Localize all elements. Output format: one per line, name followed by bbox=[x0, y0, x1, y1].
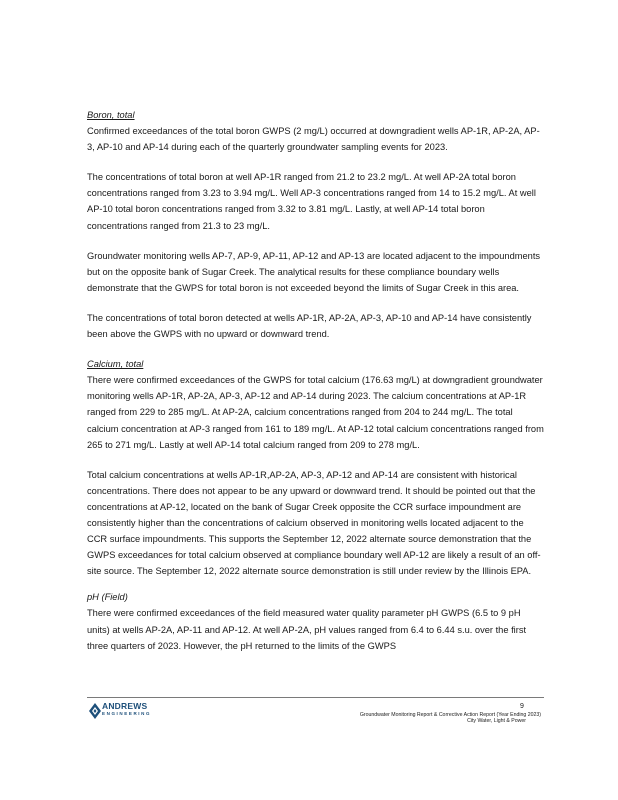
boron-paragraph-2: The concentrations of total boron at well AP-1R ranged from 21.2 to 23.2 mg/L. At well AP-2A total boron concentrations ranged from 3.23 to 3.94 mg/L. Well AP-3 concentrations ranged from 14 to 15.2 mg/L. At well AP-10 total boron concentrations ranged from 3.32 to 3.81 mg/L. Lastly, at well AP-14 total boron concentrations ranged from 21.3 to 23 mg/L. bbox=[87, 172, 536, 231]
footer-client-name: City Water, Light & Power bbox=[467, 718, 526, 724]
calcium-paragraph-1: There were confirmed exceedances of the GWPS for total calcium (176.63 mg/L) at downgradient groundwater monitoring wells AP-1R, AP-2A, AP-3, AP-12 and AP-14 during 2023. The calcium concentrations at AP-1R ranged from 229 to 285 mg/L. At AP-2A, calcium concentrations ranged from 204 to 244 mg/L. The total calcium concentration at AP-3 ranged from 161 to 189 mg/L. At AP-12 total calcium concentrations ranged from 265 to 271 mg/L. Lastly at well AP-14 total calcium ranged from 209 to 278 mg/L. bbox=[87, 375, 544, 450]
calcium-paragraph-2: Total calcium concentrations at wells AP-1R,AP-2A, AP-3, AP-12 and AP-14 are consistent with historical concentrations. There does not appear to be any upward or downward trend. It should be pointed out that the concentrations at AP-12, located on the bank of Sugar Creek opposite the CCR surface impoundment are consistently higher than the concentrations of calcium observed in monitoring wells located adjacent to the CCR surface impoundments. This supports the September 12, 2022 alternate source demonstration that the GWPS exceedances for total calcium observed at compliance boundary well AP-12 are likely a result of an off-site source. The September 12, 2022 alternate source demonstration is still under review by the Illinois EPA. bbox=[87, 469, 541, 577]
logo-mark-icon bbox=[89, 703, 101, 719]
logo-name: ANDREWS bbox=[102, 701, 148, 711]
ph-heading: pH (Field) bbox=[87, 592, 128, 603]
boron-paragraph-1: Confirmed exceedances of the total boron GWPS (2 mg/L) occurred at downgradient wells AP-1R, AP-2A, AP-3, AP-10 and AP-14 during each of the quarterly groundwater sampling events for 2023. bbox=[87, 126, 540, 153]
calcium-heading: Calcium, total bbox=[87, 359, 144, 370]
footer-divider bbox=[87, 697, 544, 698]
company-logo bbox=[89, 702, 169, 720]
logo-subtitle: ENGINEERING bbox=[102, 711, 152, 716]
boron-heading: Boron, total bbox=[87, 110, 135, 120]
page-number: 9 bbox=[520, 703, 524, 710]
ph-paragraph-1: There were confirmed exceedances of the field measured water quality parameter pH GWPS (6.5 to 9 pH units) at wells AP-2A, AP-11 and AP-12. At well AP-2A, pH values ranged from 6.4 to 6.44 s.u. over the first three quarters of 2023. However, the pH returned to the limits of the GWPS bbox=[87, 608, 527, 651]
boron-paragraph-3: Groundwater monitoring wells AP-7, AP-9, AP-11, AP-12 and AP-13 are located adjacent to the impoundments but on the opposite bank of Sugar Creek. The analytical results for these compliance boundary wells demonstrate that the GWPS for total boron is not exceeded beyond the limits of Sugar Creek in this area. bbox=[87, 250, 541, 293]
report-body bbox=[87, 107, 544, 668]
boron-paragraph-4: The concentrations of total boron detected at wells AP-1R, AP-2A, AP-3, AP-10 and AP-14 have consistently been above the GWPS with no upward or downward trend. bbox=[87, 312, 532, 340]
footer-report-title: Groundwater Monitoring Report & Corrective Action Report (Year Ending 2023) bbox=[359, 712, 541, 718]
